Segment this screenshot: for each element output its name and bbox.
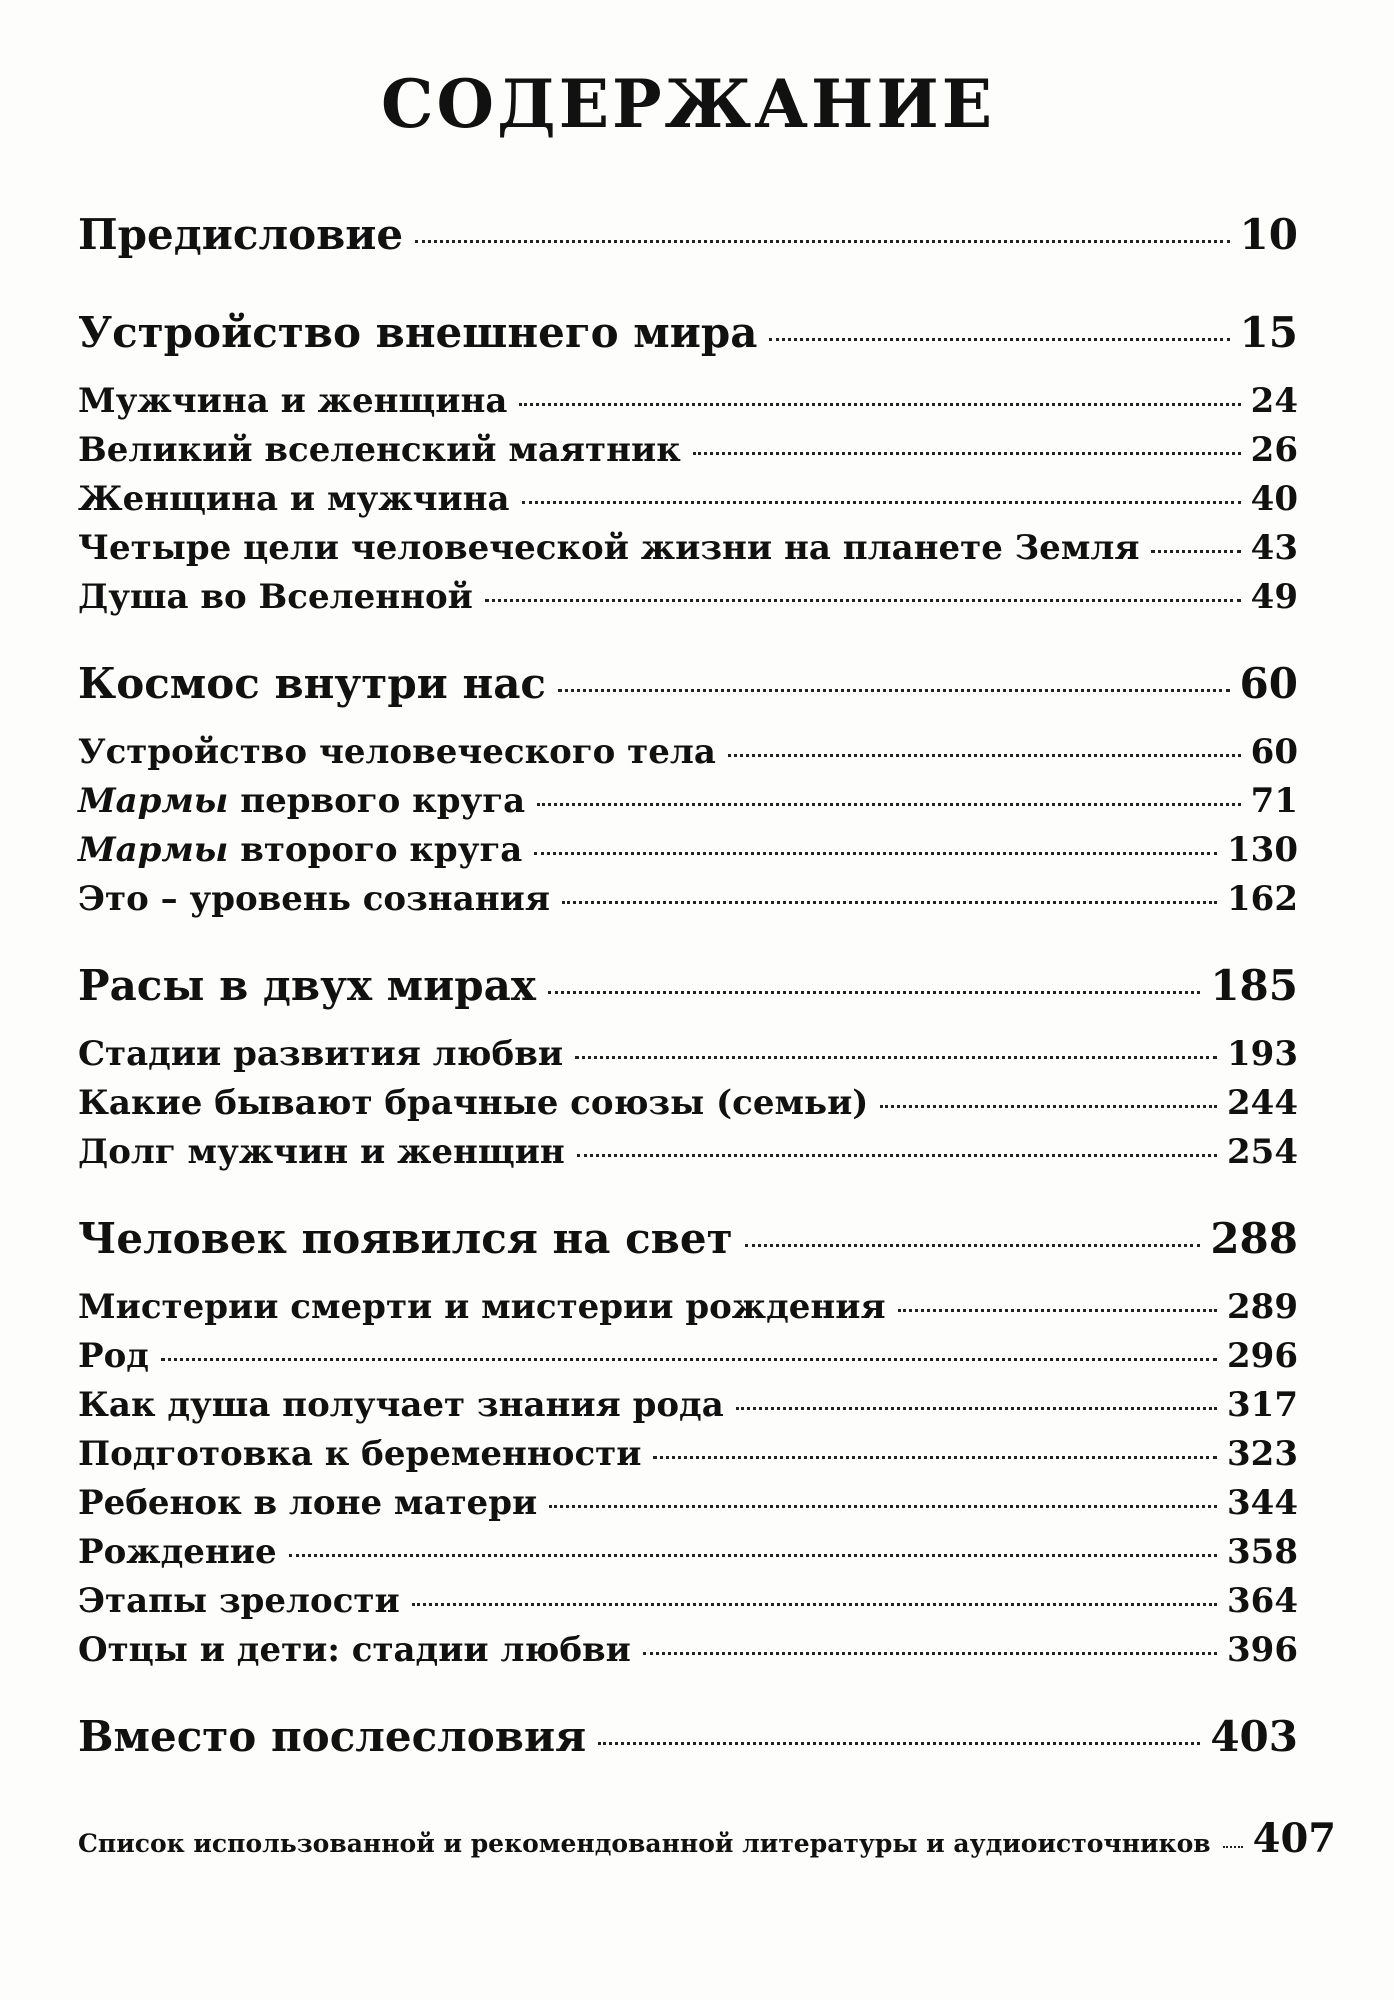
toc-entry-label: Человек появился на свет: [78, 1213, 733, 1263]
toc-entry-label: Предисловие: [78, 209, 404, 259]
toc-entry-label: Этапы зрелости: [78, 1580, 400, 1621]
toc-entry-page: 10: [1239, 209, 1298, 259]
dot-leader: [161, 1358, 1217, 1361]
toc-entry-page: 40: [1250, 478, 1298, 519]
toc-item[interactable]: [78, 777, 1298, 826]
toc-section-human-born[interactable]: [78, 1203, 1298, 1275]
dot-leader: [728, 754, 1241, 757]
toc-item[interactable]: [78, 1128, 1298, 1177]
dot-leader: [575, 1056, 1217, 1059]
toc-entry-page: 43: [1250, 527, 1298, 568]
toc-entry-rest: второго круга: [228, 829, 523, 870]
toc-item[interactable]: [78, 1030, 1298, 1079]
toc-entry-page: 162: [1227, 878, 1298, 919]
dot-leader: [1151, 550, 1240, 553]
toc-item[interactable]: [78, 728, 1298, 777]
dot-leader: [549, 1505, 1217, 1508]
toc-section-outer-world[interactable]: [78, 297, 1298, 369]
toc-item[interactable]: [78, 1528, 1298, 1577]
toc-entry-page: 185: [1210, 960, 1298, 1010]
toc-entry-label: Стадии развития любви: [78, 1033, 564, 1074]
toc-entry-label: Расы в двух мирах: [78, 960, 536, 1010]
dot-leader: [880, 1105, 1217, 1108]
dot-leader: [643, 1652, 1217, 1655]
toc-entry-page: 323: [1227, 1433, 1298, 1474]
toc-item[interactable]: [78, 426, 1298, 475]
toc-entry-page: 26: [1250, 429, 1298, 470]
toc-entry-page: 289: [1227, 1286, 1298, 1327]
toc-entry-page: 24: [1250, 380, 1298, 421]
toc-entry-label: Душа во Вселенной: [78, 576, 473, 617]
toc-item[interactable]: [78, 524, 1298, 573]
toc-entry-label: Космос внутри нас: [78, 658, 546, 708]
dot-leader: [653, 1456, 1217, 1459]
toc-entry-label: [78, 777, 525, 826]
dot-leader: [898, 1309, 1217, 1312]
toc-section-bibliography[interactable]: [78, 1809, 1337, 1869]
toc-item[interactable]: [78, 1626, 1298, 1675]
toc-entry-page: 358: [1227, 1531, 1298, 1572]
toc-entry-page: 49: [1250, 576, 1298, 617]
dot-leader: [577, 1154, 1217, 1157]
dot-leader: [485, 599, 1241, 602]
toc-entry-page: 71: [1250, 780, 1298, 821]
toc-entry-page: 407: [1252, 1814, 1337, 1862]
toc-item[interactable]: [78, 826, 1298, 875]
toc-item[interactable]: [78, 1381, 1298, 1430]
dot-leader: [745, 1244, 1201, 1247]
toc-list: [78, 199, 1337, 1869]
toc-entry-label: Устройство внешнего мира: [78, 307, 758, 357]
toc-entry-label: Долг мужчин и женщин: [78, 1131, 565, 1172]
toc-entry-rest: первого круга: [228, 780, 526, 821]
toc-item[interactable]: [78, 377, 1298, 426]
toc-entry-label: Великий вселенский маятник: [78, 429, 681, 470]
toc-entry-page: 403: [1210, 1711, 1298, 1761]
toc-entry-page: 344: [1227, 1482, 1298, 1523]
toc-item[interactable]: [78, 573, 1298, 622]
dot-leader: [548, 991, 1200, 994]
dot-leader: [562, 901, 1217, 904]
dot-leader: [522, 501, 1241, 504]
toc-entry-page: 60: [1239, 658, 1298, 708]
toc-entry-page: 193: [1227, 1033, 1298, 1074]
toc-section-cosmos-within[interactable]: [78, 648, 1298, 720]
dot-leader: [415, 240, 1229, 243]
dot-leader: [289, 1554, 1217, 1557]
dot-leader: [769, 338, 1229, 341]
dot-leader: [534, 852, 1217, 855]
toc-entry-page: 317: [1227, 1384, 1298, 1425]
toc-entry-label: Это – уровень сознания: [78, 878, 550, 919]
dot-leader: [519, 403, 1240, 406]
page-title: СОДЕРЖАНИЕ: [380, 65, 995, 143]
toc-entry-label: Ребенок в лоне матери: [78, 1482, 538, 1523]
dot-leader: [412, 1603, 1217, 1606]
toc-entry-page: 254: [1227, 1131, 1298, 1172]
toc-entry-page: 60: [1250, 731, 1298, 772]
toc-entry-label: Подготовка к беременности: [78, 1433, 642, 1474]
toc-entry-label: Какие бывают брачные союзы (семьи): [78, 1082, 869, 1123]
toc-item[interactable]: [78, 875, 1298, 924]
toc-entry-italic: Мармы: [78, 829, 229, 870]
toc-item[interactable]: [78, 1479, 1298, 1528]
toc-entry-page: 15: [1239, 307, 1298, 357]
toc-item[interactable]: [78, 1283, 1298, 1332]
toc-item[interactable]: [78, 1079, 1298, 1128]
toc-entry-label: Список использованной и рекомендованной литературы и аудиоисточников: [78, 1828, 1211, 1858]
toc-section-preface[interactable]: [78, 199, 1298, 271]
toc-item[interactable]: [78, 1332, 1298, 1381]
toc-entry-page: 288: [1210, 1213, 1298, 1263]
toc-entry-page: 244: [1227, 1082, 1298, 1123]
toc-entry-page: 364: [1227, 1580, 1298, 1621]
toc-entry-label: Мужчина и женщина: [78, 380, 508, 421]
dot-leader: [598, 1742, 1200, 1745]
toc-entry-label: Устройство человеческого тела: [78, 731, 716, 772]
toc-entry-page: 296: [1227, 1335, 1298, 1376]
toc-entry-label: Как душа получает знания рода: [78, 1384, 724, 1425]
toc-section-afterword[interactable]: [78, 1701, 1298, 1773]
dot-leader: [558, 689, 1230, 692]
toc-item[interactable]: [78, 475, 1298, 524]
toc-item[interactable]: [78, 1577, 1298, 1626]
toc-entry-label: Мистерии смерти и мистерии рождения: [78, 1286, 886, 1327]
toc-entry-label: Четыре цели человеческой жизни на планете Земля: [78, 527, 1140, 568]
dot-leader: [1223, 1846, 1243, 1848]
toc-entry-label: [78, 826, 522, 875]
toc-entry-label: Рождение: [78, 1531, 277, 1572]
dot-leader: [693, 452, 1241, 455]
dot-leader: [537, 803, 1241, 806]
toc-entry-italic: Мармы: [78, 780, 229, 821]
toc-entry-page: 396: [1227, 1629, 1298, 1670]
toc-entry-label: Женщина и мужчина: [78, 478, 510, 519]
toc-section-races[interactable]: [78, 950, 1298, 1022]
toc-entry-label: Род: [78, 1335, 149, 1376]
toc-entry-page: 130: [1227, 829, 1298, 870]
toc-item[interactable]: [78, 1430, 1298, 1479]
toc-entry-label: Вместо послесловия: [78, 1711, 587, 1761]
toc-entry-label: Отцы и дети: стадии любви: [78, 1629, 631, 1670]
dot-leader: [736, 1407, 1217, 1410]
